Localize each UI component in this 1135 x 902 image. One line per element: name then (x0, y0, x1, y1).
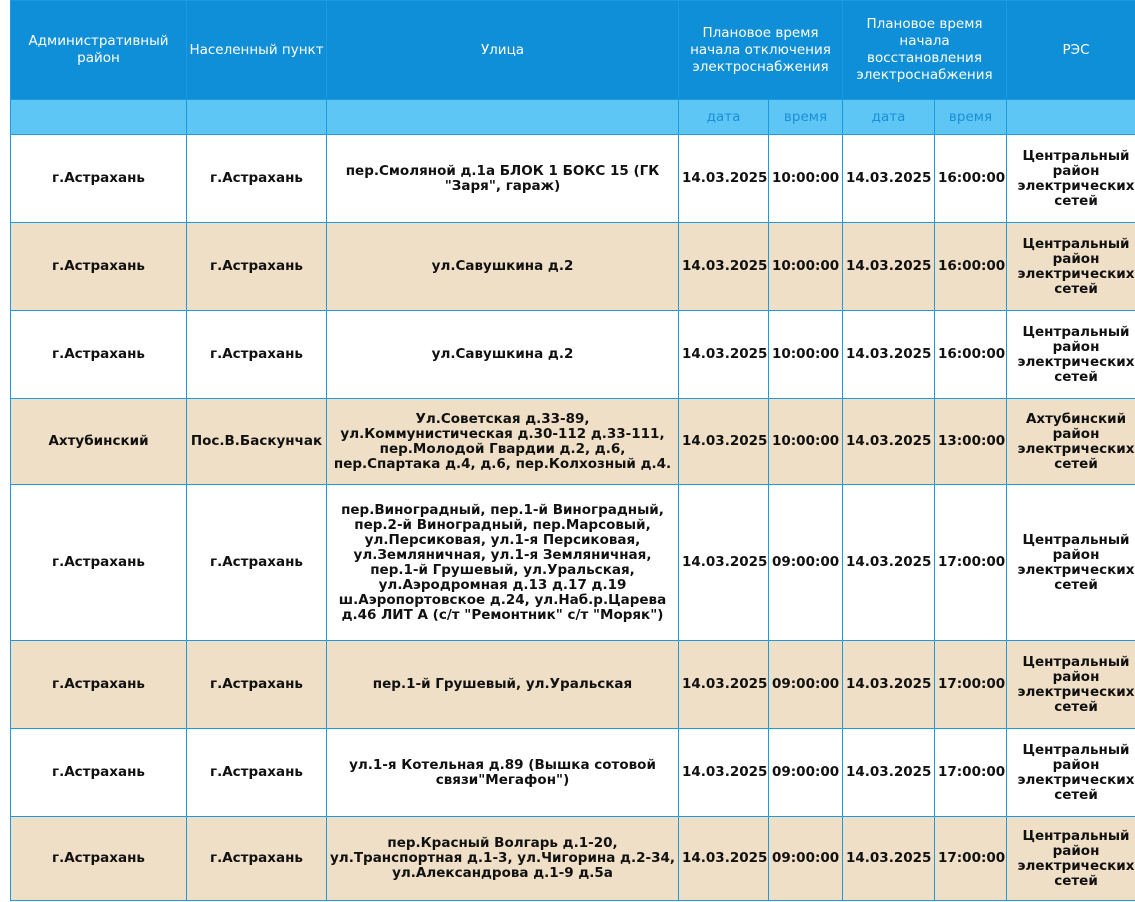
cell-on-time: 16:00:00 (935, 135, 1007, 223)
col-header-res: РЭС (1007, 1, 1135, 100)
cell-off-date: 14.03.2025 (679, 641, 769, 729)
cell-on-time: 16:00:00 (935, 311, 1007, 399)
cell-district: г.Астрахань (11, 223, 187, 311)
cell-res: Ахтубинский район электрических сетей (1007, 399, 1135, 485)
cell-on-date: 14.03.2025 (843, 311, 935, 399)
cell-on-time: 17:00:00 (935, 817, 1007, 901)
cell-off-date: 14.03.2025 (679, 135, 769, 223)
col-header-street: Улица (327, 1, 679, 100)
cell-off-time: 09:00:00 (769, 817, 843, 901)
outage-schedule-table (10, 0, 1135, 901)
col-header-admin-district: Административный район (11, 1, 187, 100)
cell-district: г.Астрахань (11, 641, 187, 729)
cell-street: пер.1-й Грушевый, ул.Уральская (327, 641, 679, 729)
cell-street: пер.Красный Волгарь д.1-20, ул.Транспортная д.1-3, ул.Чигорина д.2-34, ул.Александрова д.1-9 д.5а (327, 817, 679, 901)
table-row (11, 817, 1135, 901)
cell-on-time: 16:00:00 (935, 223, 1007, 311)
cell-res: Центральный район электрических сетей (1007, 311, 1135, 399)
cell-settlement: г.Астрахань (187, 311, 327, 399)
subheader-empty (187, 100, 327, 135)
cell-off-time: 09:00:00 (769, 641, 843, 729)
cell-street: ул.Савушкина д.2 (327, 223, 679, 311)
subheader-off-date: дата (679, 100, 769, 135)
cell-street: Ул.Советская д.33-89, ул.Коммунистическая д.30-112 д.33-111, пер.Молодой Гвардии д.2, д.6, пер.Спартака д.4, д.6, пер.Колхозный д.4. (327, 399, 679, 485)
cell-settlement: г.Астрахань (187, 817, 327, 901)
cell-on-time: 17:00:00 (935, 485, 1007, 641)
cell-district: г.Астрахань (11, 311, 187, 399)
cell-settlement: г.Астрахань (187, 135, 327, 223)
table-row (11, 223, 1135, 311)
cell-res: Центральный район электрических сетей (1007, 817, 1135, 901)
cell-street: ул.Савушкина д.2 (327, 311, 679, 399)
col-header-planned-on: Плановое время начала восстановления электроснабжения (843, 1, 1007, 100)
cell-district: г.Астрахань (11, 485, 187, 641)
cell-off-time: 10:00:00 (769, 135, 843, 223)
cell-off-time: 09:00:00 (769, 485, 843, 641)
cell-settlement: г.Астрахань (187, 223, 327, 311)
cell-on-date: 14.03.2025 (843, 485, 935, 641)
cell-settlement: г.Астрахань (187, 485, 327, 641)
cell-off-time: 10:00:00 (769, 399, 843, 485)
cell-street: пер.Виноградный, пер.1-й Виноградный, пер.2-й Виноградный, пер.Марсовый, ул.Персиковая, ул.1-я Персиковая, ул.Земляничная, ул.1-я Земляничная, пер.1-й Грушевый, ул.Уральская, ул.Аэродромная д.13 д.17 д.19 ш.Аэропортовское д.24, ул.Наб.р.Царева д.46 ЛИТ А (с/т "Ремонтник" с/т "Моряк") (327, 485, 679, 641)
cell-off-time: 10:00:00 (769, 223, 843, 311)
cell-on-time: 17:00:00 (935, 641, 1007, 729)
col-header-planned-off: Плановое время начала отключения электроснабжения (679, 1, 843, 100)
cell-street: пер.Смоляной д.1а БЛОК 1 БОКС 15 (ГК "Заря", гараж) (327, 135, 679, 223)
cell-off-date: 14.03.2025 (679, 223, 769, 311)
cell-res: Центральный район электрических сетей (1007, 729, 1135, 817)
cell-res: Центральный район электрических сетей (1007, 223, 1135, 311)
cell-off-date: 14.03.2025 (679, 729, 769, 817)
cell-on-time: 13:00:00 (935, 399, 1007, 485)
cell-off-date: 14.03.2025 (679, 817, 769, 901)
cell-settlement: г.Астрахань (187, 641, 327, 729)
cell-settlement: г.Астрахань (187, 729, 327, 817)
cell-district: г.Астрахань (11, 135, 187, 223)
table-row (11, 311, 1135, 399)
table-row (11, 485, 1135, 641)
subheader-empty (327, 100, 679, 135)
cell-on-date: 14.03.2025 (843, 641, 935, 729)
cell-on-time: 17:00:00 (935, 729, 1007, 817)
subheader-empty (1007, 100, 1135, 135)
cell-settlement: Пос.В.Баскунчак (187, 399, 327, 485)
cell-off-date: 14.03.2025 (679, 399, 769, 485)
subheader-on-date: дата (843, 100, 935, 135)
cell-res: Центральный район электрических сетей (1007, 135, 1135, 223)
cell-off-date: 14.03.2025 (679, 311, 769, 399)
subheader-empty (11, 100, 187, 135)
table-row (11, 135, 1135, 223)
table-row (11, 399, 1135, 485)
cell-street: ул.1-я Котельная д.89 (Вышка сотовой связи"Мегафон") (327, 729, 679, 817)
table-body (11, 135, 1135, 901)
subheader-on-time: время (935, 100, 1007, 135)
table-row (11, 641, 1135, 729)
cell-district: Ахтубинский (11, 399, 187, 485)
cell-on-date: 14.03.2025 (843, 135, 935, 223)
col-header-settlement: Населенный пункт (187, 1, 327, 100)
cell-on-date: 14.03.2025 (843, 817, 935, 901)
cell-off-time: 10:00:00 (769, 311, 843, 399)
cell-district: г.Астрахань (11, 729, 187, 817)
cell-off-time: 09:00:00 (769, 729, 843, 817)
subheader-off-time: время (769, 100, 843, 135)
cell-on-date: 14.03.2025 (843, 399, 935, 485)
cell-district: г.Астрахань (11, 817, 187, 901)
cell-res: Центральный район электрических сетей (1007, 641, 1135, 729)
cell-res: Центральный район электрических сетей (1007, 485, 1135, 641)
cell-off-date: 14.03.2025 (679, 485, 769, 641)
table-row (11, 729, 1135, 817)
cell-on-date: 14.03.2025 (843, 729, 935, 817)
cell-on-date: 14.03.2025 (843, 223, 935, 311)
